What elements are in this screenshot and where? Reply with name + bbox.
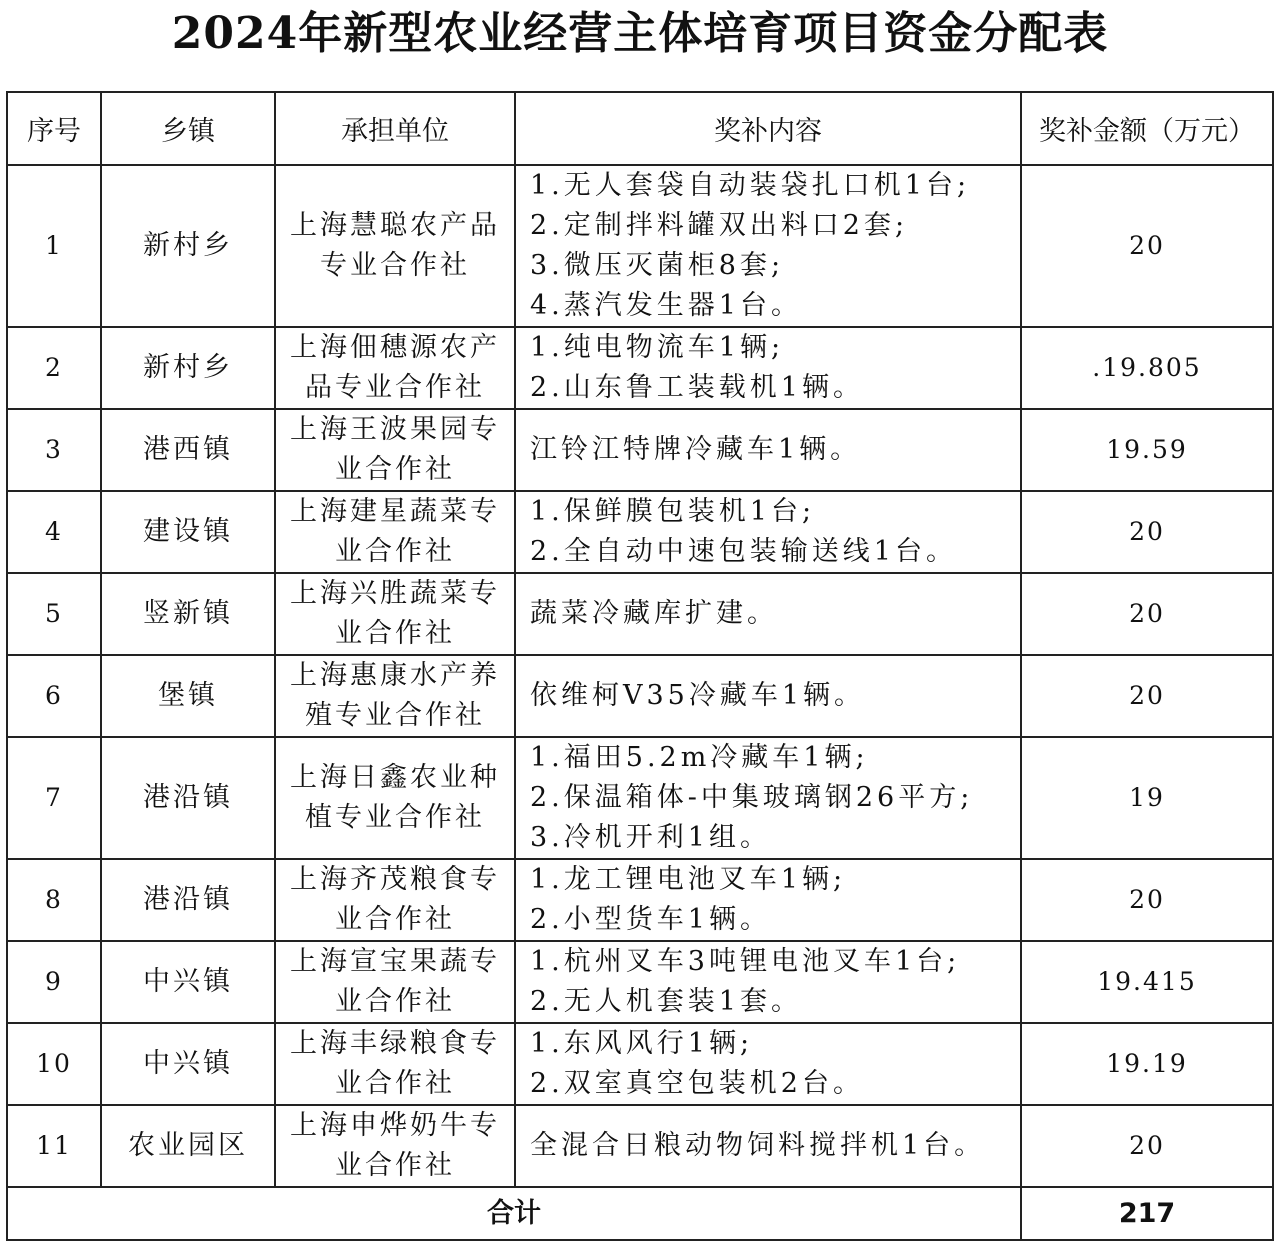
cell-amount: 19.19 [1021,1023,1273,1105]
cell-content [515,941,1021,1023]
content-line: 1.杭州叉车3吨锂电池叉车1台; [530,946,961,977]
content-line: 2.双室真空包装机2台。 [530,1068,864,1099]
cell-town: 农业园区 [101,1105,275,1187]
content-line: 1.龙工锂电池叉车1辆; [530,864,847,895]
cell-index: 3 [7,409,101,491]
content-line: 1.福田5.2m冷藏车1辆; [530,742,869,773]
table-row [7,1105,1273,1187]
cell-content [515,1105,1021,1187]
cell-index: 6 [7,655,101,737]
allocation-table [6,91,1274,1241]
cell-index: 2 [7,327,101,409]
cell-town: 中兴镇 [101,1023,275,1105]
content-line: 3.微压灭菌柜8套; [530,250,785,281]
content-line: 3.冷机开利1组。 [530,822,771,853]
content-line: 1.东风风行1辆; [530,1028,754,1059]
cell-index: 9 [7,941,101,1023]
cell-unit: 上海王波果园专业合作社 [275,409,515,491]
cell-amount: 19.415 [1021,941,1273,1023]
content-line: 4.蒸汽发生器1台。 [530,290,802,321]
cell-town: 堡镇 [101,655,275,737]
table-row [7,327,1273,409]
total-row [7,1187,1273,1240]
cell-amount: .19.805 [1021,327,1273,409]
cell-index: 10 [7,1023,101,1105]
header-amount: 奖补金额（万元） [1021,92,1273,165]
cell-index: 8 [7,859,101,941]
cell-content [515,327,1021,409]
cell-unit: 上海建星蔬菜专业合作社 [275,491,515,573]
total-label: 合计 [7,1187,1021,1240]
table-row [7,491,1273,573]
cell-town: 港沿镇 [101,859,275,941]
cell-town: 中兴镇 [101,941,275,1023]
content-line: 2.全自动中速包装输送线1台。 [530,536,957,567]
table-row [7,1023,1273,1105]
cell-content [515,1023,1021,1105]
content-line: 1.纯电物流车1辆; [530,332,785,363]
cell-amount: 19.59 [1021,409,1273,491]
content-line: 依维柯V35冷藏车1辆。 [530,680,866,711]
cell-unit: 上海齐茂粮食专业合作社 [275,859,515,941]
cell-town: 竖新镇 [101,573,275,655]
cell-unit: 上海佃穗源农产品专业合作社 [275,327,515,409]
content-line: 2.定制拌料罐双出料口2套; [530,210,909,241]
cell-index: 11 [7,1105,101,1187]
cell-index: 1 [7,165,101,327]
header-content: 奖补内容 [515,92,1021,165]
header-unit: 承担单位 [275,92,515,165]
content-line: 2.无人机套装1套。 [530,986,802,1017]
table-row [7,941,1273,1023]
page-title: 2024年新型农业经营主体培育项目资金分配表 [171,8,1109,59]
header-town: 乡镇 [101,92,275,165]
cell-town: 建设镇 [101,491,275,573]
header-index: 序号 [7,92,101,165]
cell-index: 5 [7,573,101,655]
table-row [7,573,1273,655]
content-line: 2.保温箱体-中集玻璃钢26平方; [530,782,974,813]
cell-amount: 20 [1021,165,1273,327]
cell-unit: 上海申烨奶牛专业合作社 [275,1105,515,1187]
table-row [7,409,1273,491]
table-row [7,859,1273,941]
content-line: 江铃江特牌冷藏车1辆。 [530,434,862,465]
cell-unit: 上海惠康水产养殖专业合作社 [275,655,515,737]
cell-content [515,859,1021,941]
content-line: 蔬菜冷藏库扩建。 [530,598,778,629]
cell-content [515,491,1021,573]
table-header-row [7,92,1273,165]
table-row [7,655,1273,737]
content-line: 2.山东鲁工装载机1辆。 [530,372,864,403]
cell-town: 新村乡 [101,165,275,327]
cell-unit: 上海宣宝果蔬专业合作社 [275,941,515,1023]
cell-amount: 19 [1021,737,1273,859]
cell-amount: 20 [1021,859,1273,941]
cell-amount: 20 [1021,655,1273,737]
total-amount: 217 [1021,1187,1273,1240]
table-row [7,737,1273,859]
cell-amount: 20 [1021,1105,1273,1187]
cell-unit: 上海慧聪农产品专业合作社 [275,165,515,327]
cell-town: 港西镇 [101,409,275,491]
cell-amount: 20 [1021,491,1273,573]
content-line: 1.无人套袋自动装袋扎口机1台; [530,170,971,201]
content-line: 1.保鲜膜包装机1台; [530,496,816,527]
cell-unit: 上海丰绿粮食专业合作社 [275,1023,515,1105]
content-line: 全混合日粮动物饲料搅拌机1台。 [530,1130,986,1161]
content-line: 2.小型货车1辆。 [530,904,771,935]
cell-content [515,573,1021,655]
cell-index: 7 [7,737,101,859]
cell-index: 4 [7,491,101,573]
cell-content [515,655,1021,737]
cell-content [515,737,1021,859]
cell-amount: 20 [1021,573,1273,655]
cell-town: 港沿镇 [101,737,275,859]
cell-content [515,165,1021,327]
cell-content [515,409,1021,491]
cell-unit: 上海日鑫农业种植专业合作社 [275,737,515,859]
table-body [7,165,1273,1187]
table-row [7,165,1273,327]
cell-unit: 上海兴胜蔬菜专业合作社 [275,573,515,655]
cell-town: 新村乡 [101,327,275,409]
